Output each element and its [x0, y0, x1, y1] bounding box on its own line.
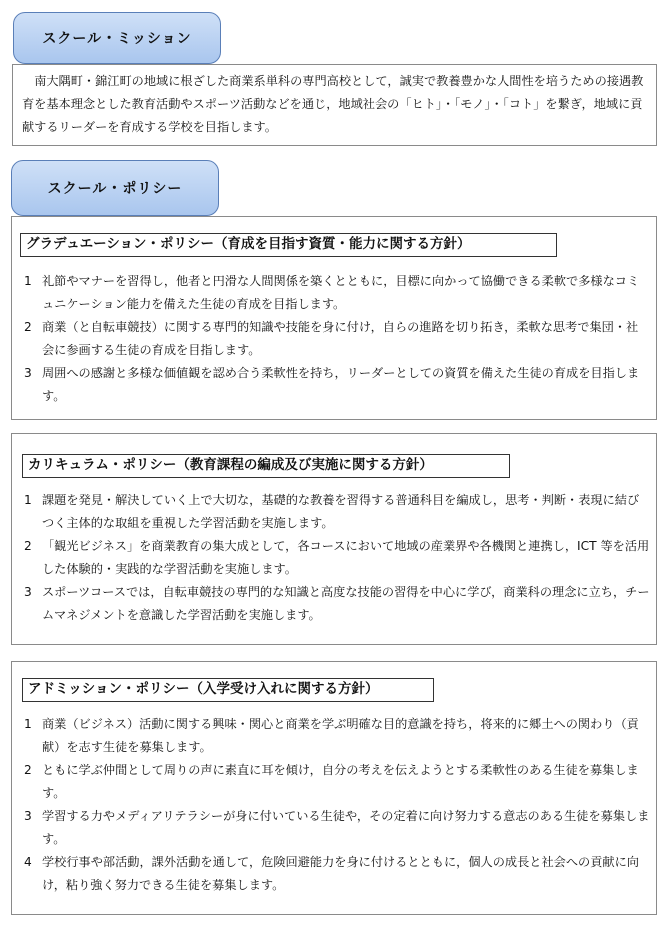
- admission-policy-list: [24, 713, 650, 897]
- item-number: 3: [24, 366, 32, 380]
- list-item: [24, 535, 650, 581]
- item-number: 1: [24, 493, 32, 507]
- mission-tab: スクール・ミッション: [13, 12, 221, 64]
- item-number: 2: [24, 320, 32, 334]
- item-text: 学習する力やメディアリテラシーが身に付いている生徒や，その定着に向け努力する意志のある生徒を募集します。: [42, 809, 650, 846]
- list-item: [24, 805, 650, 851]
- item-text: スポーツコースでは，自転車競技の専門的な知識と高度な技能の習得を中心に学び，商業科の理念に立ち，チームマネジメントを意識した学習活動を実施します。: [42, 585, 650, 622]
- graduation-policy-list: [24, 270, 650, 408]
- item-number: 1: [24, 274, 32, 288]
- item-text: 礼節やマナーを習得し，他者と円滑な人間関係を築くとともに，目標に向かって協働できる柔軟で多様なコミュニケーション能力を備えた生徒の育成を目指します。: [42, 274, 640, 311]
- item-text: 商業（と自転車競技）に関する専門的知識や技能を身に付け，自らの進路を切り拓き，柔軟な思考で集団・社会に参画する生徒の育成を目指します。: [42, 320, 639, 357]
- list-item: [24, 851, 650, 897]
- item-text: ともに学ぶ仲間として周りの声に素直に耳を傾け，自分の考えを伝えようとする柔軟性のある生徒を募集します。: [42, 763, 639, 800]
- graduation-policy-title: グラデュエーション・ポリシー（育成を目指す資質・能力に関する方針）: [20, 233, 557, 257]
- list-item: [24, 489, 650, 535]
- item-text: 商業（ビジネス）活動に関する興味・関心と商業を学ぶ明確な目的意識を持ち，将来的に郷土への関わり（貢献）を志す生徒を募集します。: [42, 717, 639, 754]
- item-text: 「観光ビジネス」を商業教育の集大成として，各コースにおいて地域の産業界や各機関と連携し，ICT 等を活用した体験的・実践的な学習活動を実施します。: [42, 539, 650, 576]
- list-item: [24, 581, 650, 627]
- item-number: 3: [24, 809, 32, 823]
- item-text: 周囲への感謝と多様な価値観を認め合う柔軟性を持ち，リーダーとしての資質を備えた生徒の育成を目指します。: [42, 366, 640, 403]
- mission-text: 南大隅町・錦江町の地域に根ざした商業系単科の専門高校として，誠実で教養豊かな人間性を培うための接遇教育を基本理念とした教育活動やスポーツ活動などを通じ，地域社会の「ヒト」・「モノ」・「コト」を繋ぎ，地域に貢献するリーダーを育成する学校を目指します。: [22, 74, 644, 134]
- item-number: 1: [24, 717, 32, 731]
- item-number: 4: [24, 855, 32, 869]
- list-item: [24, 362, 650, 408]
- item-number: 2: [24, 763, 32, 777]
- curriculum-policy-title: カリキュラム・ポリシー（教育課程の編成及び実施に関する方針）: [22, 454, 510, 478]
- item-text: 課題を発見・解決していく上で大切な，基礎的な教養を習得する普通科目を編成し，思考・判断・表現に結びつく主体的な取組を重視した学習活動を実施します。: [42, 493, 640, 530]
- list-item: [24, 759, 650, 805]
- item-number: 2: [24, 539, 32, 553]
- item-text: 学校行事や部活動，課外活動を通して，危険回避能力を身に付けるとともに，個人の成長と社会への貢献に向け，粘り強く努力できる生徒を募集します。: [42, 855, 639, 892]
- policy-tab: スクール・ポリシー: [11, 160, 219, 216]
- list-item: [24, 270, 650, 316]
- list-item: [24, 316, 650, 362]
- item-number: 3: [24, 585, 32, 599]
- curriculum-policy-list: [24, 489, 650, 627]
- list-item: [24, 713, 650, 759]
- admission-policy-title: アドミッション・ポリシー（入学受け入れに関する方針）: [22, 678, 434, 702]
